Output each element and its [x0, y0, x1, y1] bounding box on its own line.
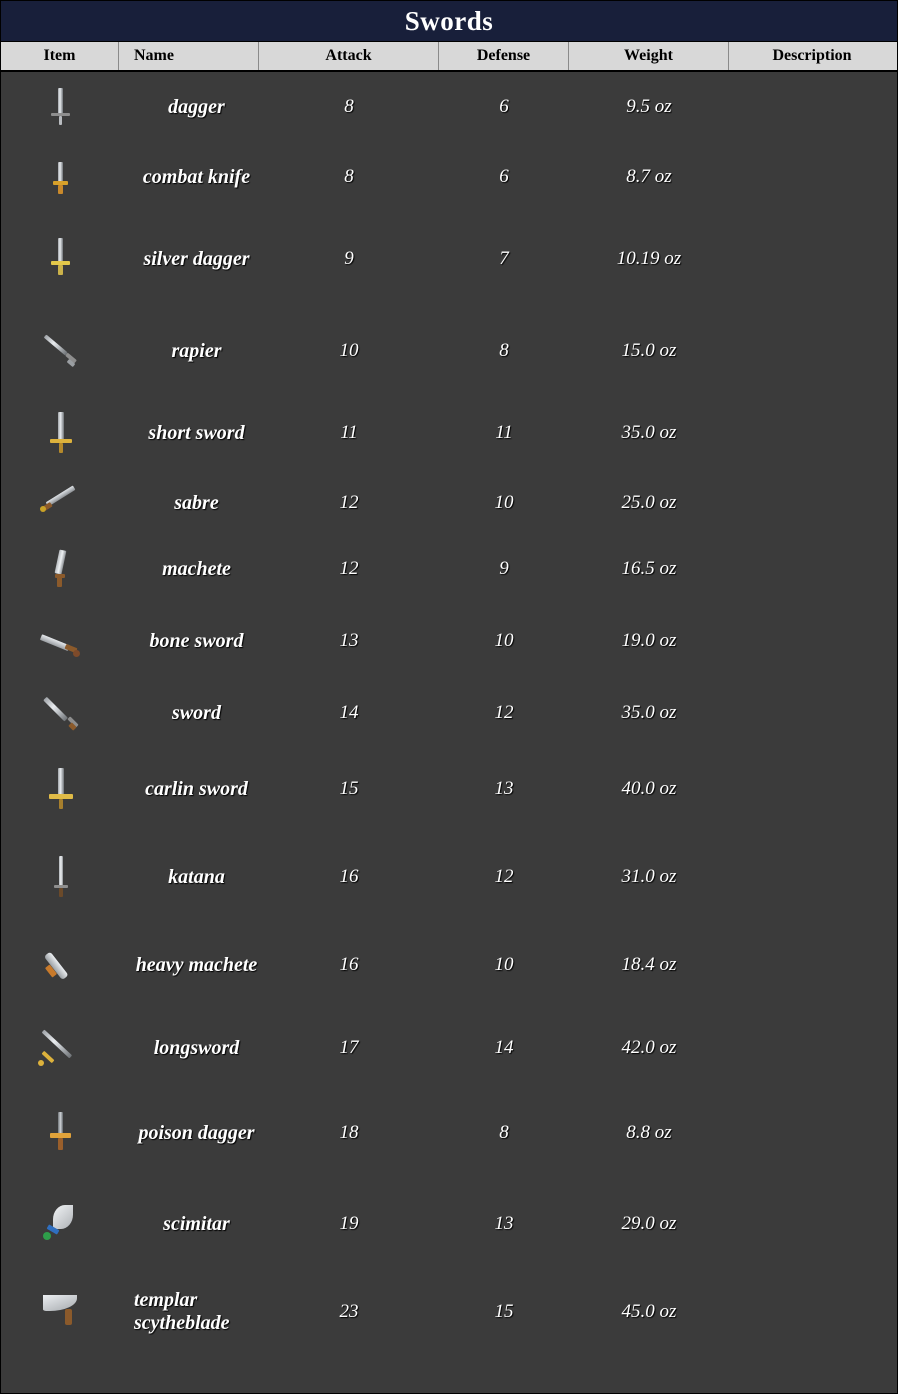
item-defense: 10	[494, 630, 514, 651]
item-name: short sword	[148, 421, 245, 444]
item-weight: 42.0 oz	[621, 1037, 677, 1058]
sword-icon	[37, 690, 83, 736]
table-body	[1, 72, 897, 1354]
item-icon-cell[interactable]	[1, 854, 119, 900]
heavy-machete-icon	[37, 942, 83, 988]
item-weight: 29.0 oz	[621, 1213, 677, 1234]
item-weight: 45.0 oz	[621, 1301, 677, 1322]
item-attack: 9	[344, 248, 354, 269]
table-row[interactable]	[1, 72, 897, 142]
item-weight: 35.0 oz	[621, 422, 677, 443]
item-name: scimitar	[163, 1212, 230, 1235]
silver-dagger-icon	[37, 236, 83, 282]
item-attack: 8	[344, 166, 354, 187]
item-name: sword	[172, 701, 221, 724]
sabre-icon	[37, 480, 83, 526]
table-row[interactable]	[1, 922, 897, 1008]
item-defense: 12	[494, 702, 514, 723]
item-defense: 13	[494, 778, 514, 799]
table-row[interactable]	[1, 536, 897, 602]
item-icon-cell[interactable]	[1, 690, 119, 736]
item-name: machete	[162, 557, 231, 580]
table-row[interactable]	[1, 746, 897, 832]
item-attack: 12	[339, 558, 359, 579]
item-weight: 35.0 oz	[621, 702, 677, 723]
item-weight: 9.5 oz	[626, 96, 672, 117]
item-icon-cell[interactable]	[1, 328, 119, 374]
dagger-icon	[37, 84, 83, 130]
machete-icon	[37, 546, 83, 592]
item-defense: 7	[499, 248, 509, 269]
item-attack: 18	[339, 1122, 359, 1143]
item-defense: 12	[494, 866, 514, 887]
item-defense: 11	[495, 422, 513, 443]
item-defense: 13	[494, 1213, 514, 1234]
table-row[interactable]	[1, 1178, 897, 1270]
item-defense: 15	[494, 1301, 514, 1322]
item-icon-cell[interactable]	[1, 546, 119, 592]
item-defense: 9	[499, 558, 509, 579]
item-defense: 14	[494, 1037, 514, 1058]
item-weight: 19.0 oz	[621, 630, 677, 651]
item-defense: 6	[499, 96, 509, 117]
column-header-item[interactable]: Item	[1, 42, 119, 70]
table-row[interactable]	[1, 602, 897, 680]
item-weight: 16.5 oz	[621, 558, 677, 579]
table-row[interactable]	[1, 470, 897, 536]
item-attack: 19	[339, 1213, 359, 1234]
item-icon-cell[interactable]	[1, 766, 119, 812]
item-name: sabre	[174, 491, 219, 514]
item-icon-cell[interactable]	[1, 236, 119, 282]
carlin-sword-icon	[37, 766, 83, 812]
table-row[interactable]	[1, 212, 897, 306]
item-icon-cell[interactable]	[1, 1289, 119, 1335]
bone-sword-icon	[37, 618, 83, 664]
templar-scytheblade-icon	[37, 1289, 83, 1335]
item-icon-cell[interactable]	[1, 1110, 119, 1156]
item-attack: 14	[339, 702, 359, 723]
item-name: rapier	[171, 339, 222, 362]
katana-icon	[37, 854, 83, 900]
item-attack: 11	[340, 422, 358, 443]
item-attack: 16	[339, 954, 359, 975]
item-icon-cell[interactable]	[1, 942, 119, 988]
longsword-icon	[37, 1025, 83, 1071]
item-name: silver dagger	[143, 247, 250, 270]
item-name: heavy machete	[135, 953, 258, 976]
item-attack: 13	[339, 630, 359, 651]
column-header-name[interactable]: Name	[119, 42, 259, 70]
table-row[interactable]	[1, 396, 897, 470]
scimitar-icon	[37, 1201, 83, 1247]
item-weight: 8.7 oz	[626, 166, 672, 187]
column-header-weight[interactable]: Weight	[569, 42, 729, 70]
table-row[interactable]	[1, 142, 897, 212]
item-icon-cell[interactable]	[1, 158, 119, 196]
item-icon-cell[interactable]	[1, 410, 119, 456]
column-header-description[interactable]: Description	[772, 47, 852, 64]
item-icon-cell[interactable]	[1, 1025, 119, 1071]
item-name: longsword	[153, 1036, 240, 1059]
item-attack: 10	[339, 340, 359, 361]
item-weight: 10.19 oz	[616, 248, 682, 269]
item-defense: 8	[499, 1122, 509, 1143]
item-defense: 6	[499, 166, 509, 187]
short-sword-icon	[37, 410, 83, 456]
item-name: combat knife	[142, 165, 251, 188]
poison-dagger-icon	[37, 1110, 83, 1156]
item-name: dagger	[168, 95, 225, 118]
item-defense: 8	[499, 340, 509, 361]
item-attack: 8	[344, 96, 354, 117]
item-name: poison dagger	[138, 1121, 255, 1144]
item-attack: 12	[339, 492, 359, 513]
item-attack: 23	[339, 1301, 359, 1322]
item-name: bone sword	[149, 629, 244, 652]
item-defense: 10	[494, 492, 514, 513]
item-name: katana	[168, 865, 225, 888]
item-weight: 31.0 oz	[621, 866, 677, 887]
item-name: carlin sword	[145, 777, 248, 800]
combat-knife-icon	[37, 158, 83, 196]
item-weight: 18.4 oz	[621, 954, 677, 975]
item-weight: 40.0 oz	[621, 778, 677, 799]
page-title: Swords	[404, 5, 494, 36]
item-weight: 8.8 oz	[626, 1122, 672, 1143]
rapier-icon	[37, 328, 83, 374]
column-header-attack[interactable]: Attack	[259, 42, 439, 70]
item-attack: 16	[339, 866, 359, 887]
table-row[interactable]	[1, 1008, 897, 1088]
table-header	[1, 42, 897, 72]
item-attack: 17	[339, 1037, 359, 1058]
item-icon-cell[interactable]	[1, 618, 119, 664]
column-header-defense[interactable]: Defense	[439, 42, 569, 70]
item-weight: 15.0 oz	[621, 340, 677, 361]
item-icon-cell[interactable]	[1, 1201, 119, 1247]
table-row[interactable]	[1, 832, 897, 922]
table-row[interactable]	[1, 1088, 897, 1178]
item-defense: 10	[494, 954, 514, 975]
item-weight: 25.0 oz	[621, 492, 677, 513]
table-row[interactable]	[1, 306, 897, 396]
item-name: templar scytheblade	[134, 1289, 230, 1334]
title-bar	[1, 1, 897, 42]
item-icon-cell[interactable]	[1, 480, 119, 526]
item-attack: 15	[339, 778, 359, 799]
table-row[interactable]	[1, 680, 897, 746]
table-row[interactable]	[1, 1270, 897, 1354]
item-icon-cell[interactable]	[1, 84, 119, 130]
